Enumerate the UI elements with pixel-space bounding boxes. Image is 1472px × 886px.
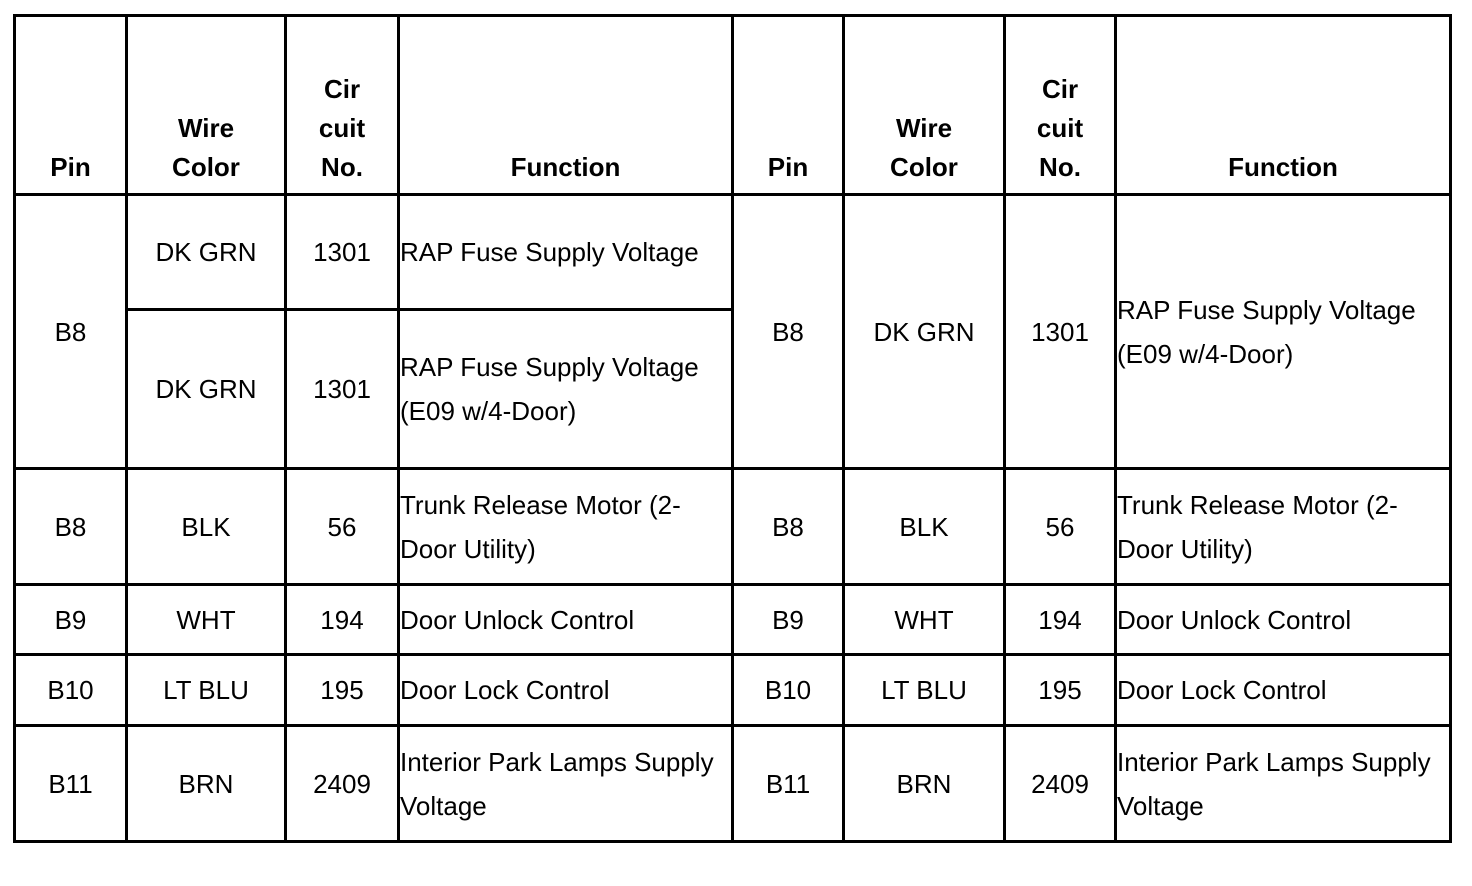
pin-cell: B8 [15,195,127,469]
function-cell: Interior Park Lamps Supply Voltage [1116,726,1451,842]
wire-color-cell: DK GRN [127,195,286,310]
header-circuit-line2: cuit [1036,113,1084,143]
header-wire-color-line2: Color [890,152,958,182]
wire-color-cell: BLK [127,469,286,585]
wire-color-cell: WHT [127,585,286,655]
function-cell: Trunk Release Motor (2-Door Utility) [399,469,733,585]
circuit-cell: 1301 [286,195,399,310]
wire-color-cell: BRN [844,726,1005,842]
header-function-left: Function [399,16,733,195]
wire-color-cell: LT BLU [127,655,286,726]
header-wire-color-line1: Wire [177,113,235,143]
circuit-cell: 2409 [286,726,399,842]
table-row [15,195,1451,310]
pin-cell: B11 [733,726,844,842]
circuit-cell: 195 [286,655,399,726]
function-cell: Door Lock Control [1116,655,1451,726]
header-function-right: Function [1116,16,1451,195]
wire-color-cell: WHT [844,585,1005,655]
circuit-cell: 194 [286,585,399,655]
pin-cell: B8 [15,469,127,585]
circuit-cell: 1301 [286,310,399,469]
header-circuit-line3: No. [321,152,363,182]
wire-color-cell: DK GRN [844,195,1005,469]
function-cell: RAP Fuse Supply Voltage (E09 w/4-Door) [399,310,733,469]
header-wire-color-right [844,16,1005,195]
header-circuit-line1: Cir [1041,74,1079,104]
wire-color-cell: DK GRN [127,310,286,469]
pin-cell: B9 [733,585,844,655]
table-row [15,726,1451,842]
circuit-cell: 2409 [1005,726,1116,842]
function-cell: Door Lock Control [399,655,733,726]
header-wire-color-left [127,16,286,195]
header-wire-color-line1: Wire [895,113,953,143]
function-cell: Door Unlock Control [1116,585,1451,655]
header-circuit-no-right [1005,16,1116,195]
function-cell: RAP Fuse Supply Voltage [399,195,733,310]
header-circuit-no-left [286,16,399,195]
header-circuit-line3: No. [1039,152,1081,182]
circuit-cell: 194 [1005,585,1116,655]
table-row [15,469,1451,585]
pin-cell: B8 [733,195,844,469]
table-row [15,655,1451,726]
function-cell: Interior Park Lamps Supply Voltage [399,726,733,842]
connector-pinout-table [13,14,1452,843]
function-cell: Door Unlock Control [399,585,733,655]
wire-color-cell: LT BLU [844,655,1005,726]
circuit-cell: 56 [286,469,399,585]
header-row [15,16,1451,195]
header-wire-color-line2: Color [172,152,240,182]
wire-color-cell: BLK [844,469,1005,585]
circuit-cell: 1301 [1005,195,1116,469]
pin-cell: B8 [733,469,844,585]
header-circuit-line2: cuit [318,113,366,143]
pin-cell: B10 [733,655,844,726]
table-row [15,585,1451,655]
pin-cell: B9 [15,585,127,655]
function-cell: Trunk Release Motor (2-Door Utility) [1116,469,1451,585]
wire-color-cell: BRN [127,726,286,842]
header-pin-right: Pin [733,16,844,195]
pin-cell: B11 [15,726,127,842]
header-circuit-line1: Cir [323,74,361,104]
header-pin-left: Pin [15,16,127,195]
function-cell: RAP Fuse Supply Voltage (E09 w/4-Door) [1116,195,1451,469]
circuit-cell: 195 [1005,655,1116,726]
circuit-cell: 56 [1005,469,1116,585]
pin-cell: B10 [15,655,127,726]
